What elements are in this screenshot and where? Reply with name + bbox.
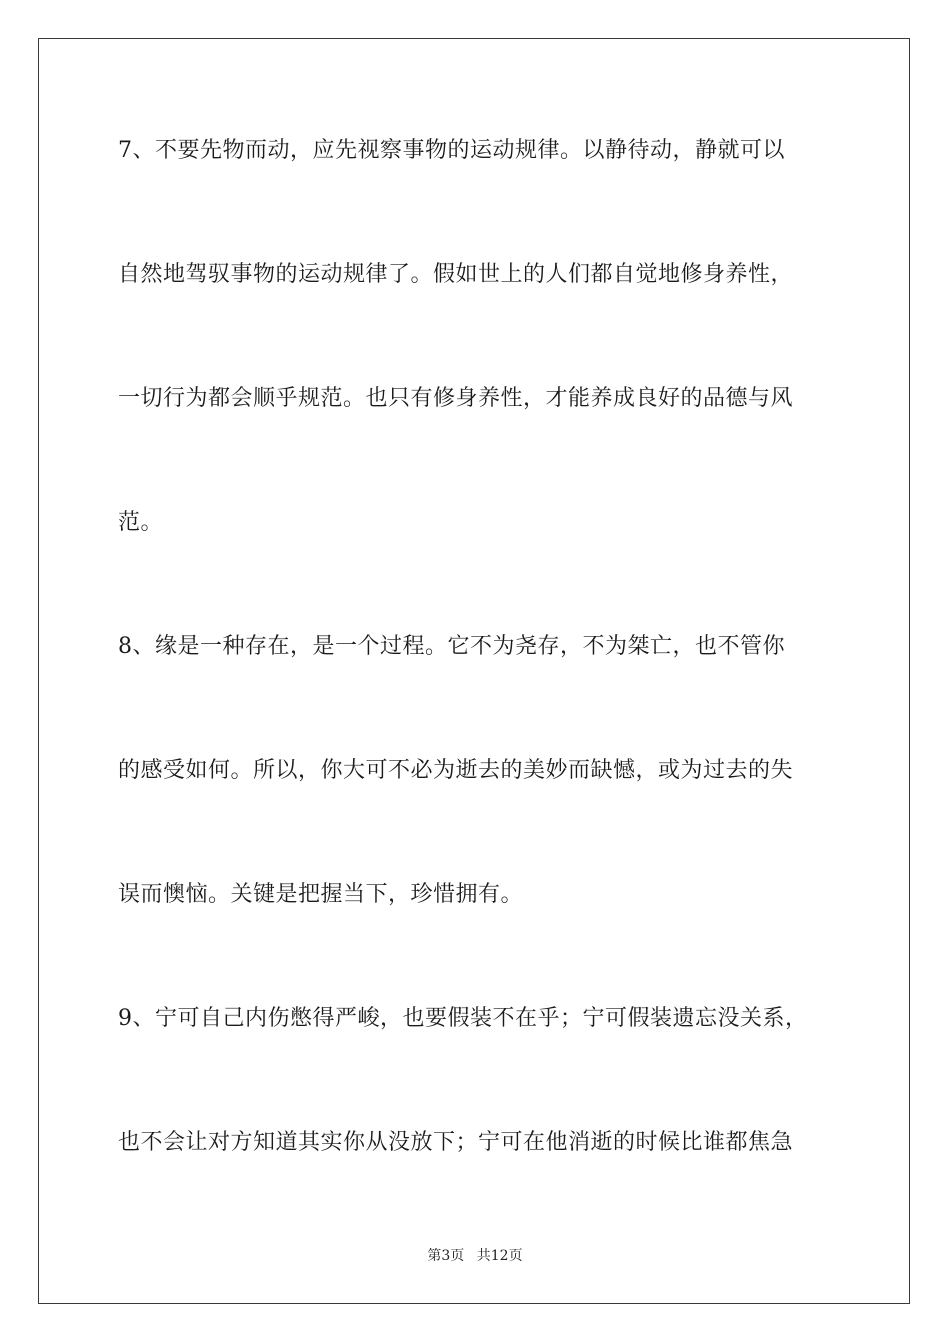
page-footer: [0, 1247, 950, 1265]
text-line-1: 7、不要先物而动，应先视察事物的运动规律。以静待动，静就可以: [118, 138, 785, 163]
text-line-5: 8、缘是一种存在，是一个过程。它不为尧存，不为桀亡，也不管你: [118, 634, 785, 659]
text-line-2: 自然地驾驭事物的运动规律了。假如世上的人们都自觉地修身养性，: [118, 262, 794, 287]
text-line-7: 误而懊恼。关键是把握当下，珍惜拥有。: [118, 882, 524, 907]
text-line-8: 9、宁可自己内伤憋得严峻，也要假装不在乎；宁可假装遗忘没关系，: [118, 1006, 808, 1031]
text-line-3: 一切行为都会顺乎规范。也只有修身养性，才能养成良好的品德与风: [118, 386, 794, 411]
text-line-4: 范。: [118, 510, 164, 535]
page-border: [38, 38, 910, 1304]
text-line-6: 的感受如何。所以，你大可不必为逝去的美妙而缺憾，或为过去的失: [118, 758, 794, 783]
page-total: 共12页: [476, 1248, 523, 1264]
page-number: 第3页: [427, 1248, 465, 1264]
text-line-9: 也不会让对方知道其实你从没放下；宁可在他消逝的时候比谁都焦急: [118, 1130, 794, 1155]
